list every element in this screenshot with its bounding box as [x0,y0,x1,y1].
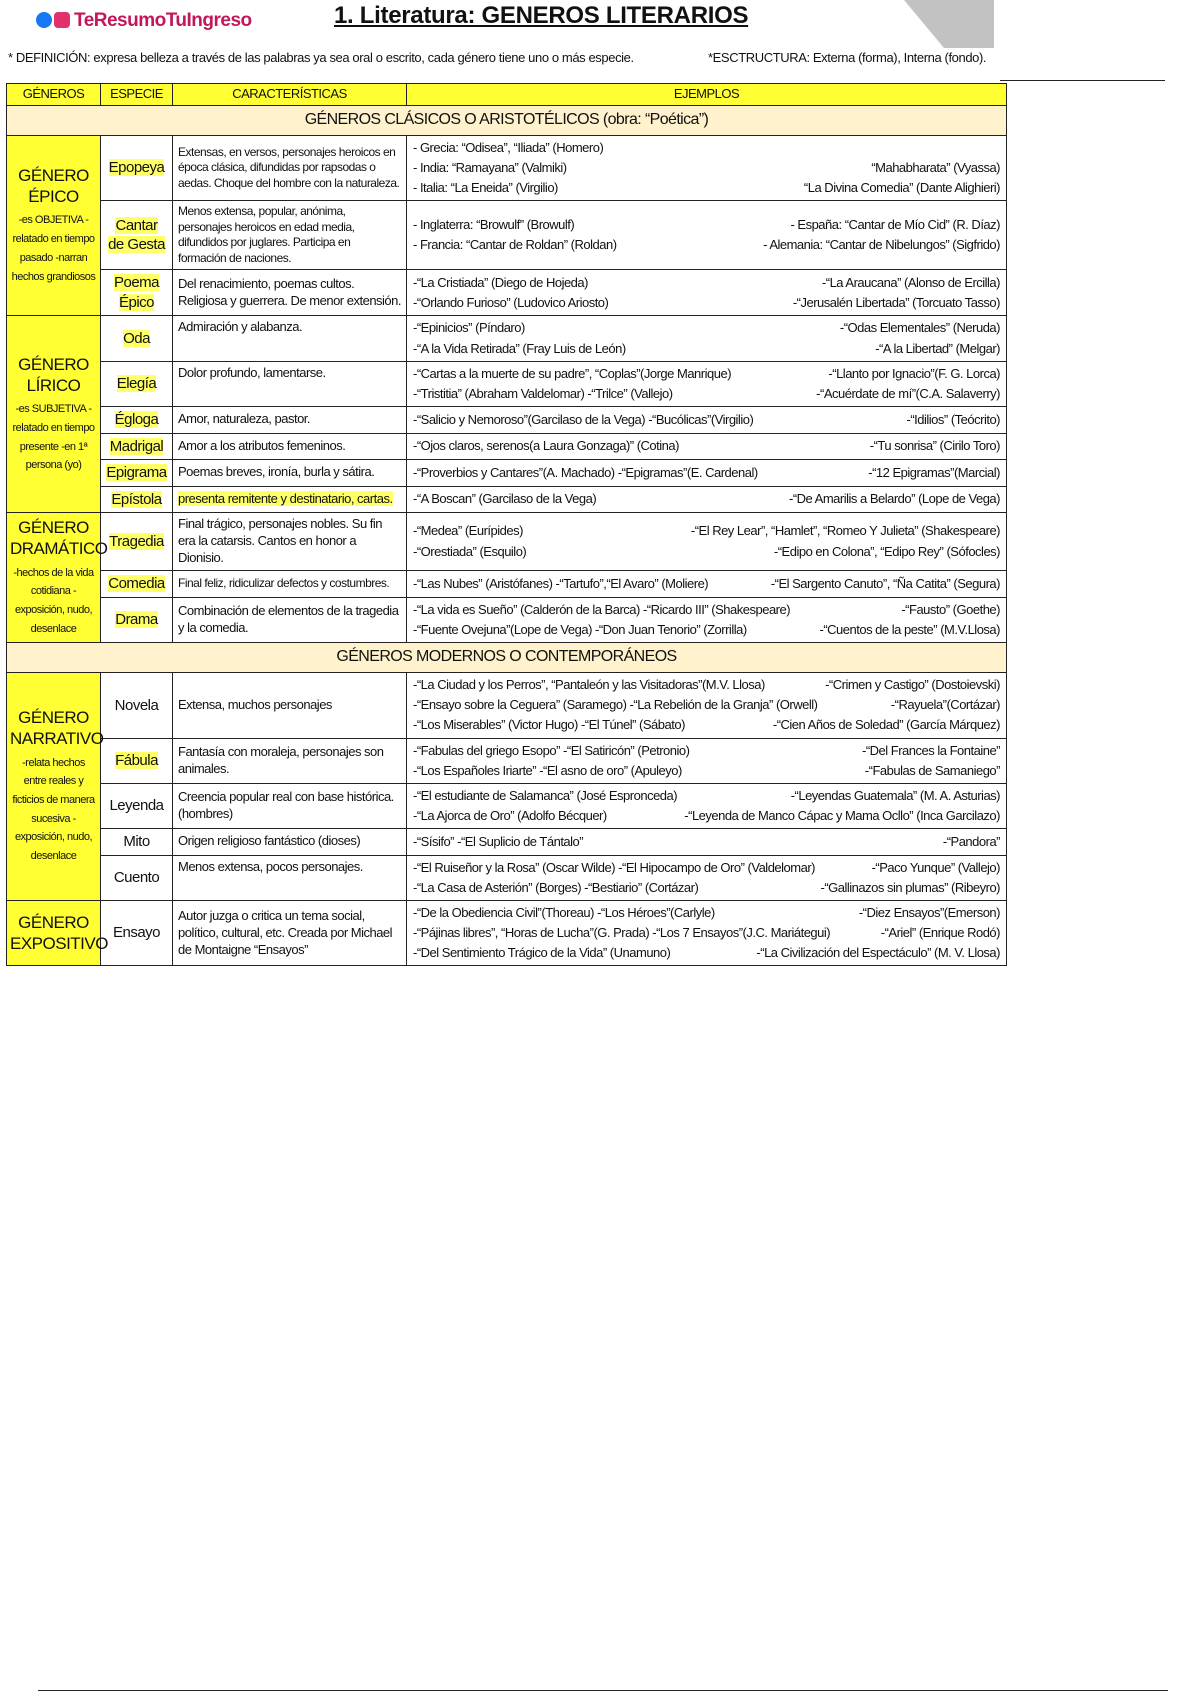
example-right: -“Cien Años de Soledad” (García Márquez) [772,717,1000,733]
example-line [413,761,1000,781]
example-right: -“Edipo en Colona”, “Edipo Rey” (Sófocles) [773,543,1000,559]
example-left: -“El Ruiseñor y la Rosa” (Oscar Wilde) -“El Hipocampo de Oro” (Valdelomar) [413,859,815,875]
characteristics-cell: Extensas, en versos, personajes heroicos en época clásica, difundidas por rapsodas o aedas. Choque del hombre con la naturaleza. [173,135,407,200]
examples-cell [407,513,1007,571]
example-line [413,235,1000,255]
example-left: - Francia: “Cantar de Roldan” (Roldan) [413,237,617,253]
table-row [7,486,1007,513]
example-line [413,273,1000,293]
example-right: “Mahabharata” (Vyassa) [871,159,1000,175]
example-line [413,158,1000,178]
example-left: -“La vida es Sueño” (Calderón de la Barca) -“Ricardo III” (Shakespeare) [413,601,791,617]
table-row [7,829,1007,856]
genre-cell: GÉNERO LÍRICO -es SUBJETIVA -relatado en tiempo presente -en 1ª persona (yo) [7,316,101,513]
example-right: -“Paco Yunque” (Vallejo) [871,859,1000,875]
characteristics-cell: Fantasía con moraleja, personajes son animales. [173,738,407,783]
species-cell: Novela [101,673,173,738]
example-line [413,715,1000,735]
characteristics-cell: Autor juzga o critica un tema social, político, cultural, etc. Creada por Michael de Montaigne “Ensayos” [173,900,407,965]
example-right: -“Ariel” (Enrique Rodó) [880,925,1000,940]
species-cell: Fábula [101,738,173,783]
example-left: -“Epinicios” (Píndaro) [413,320,525,336]
example-right: -“Idilios” (Teócrito) [906,411,1000,427]
species-cell: Cantar de Gesta [101,201,173,270]
example-left: -“A Boscan” (Garcilaso de la Vega) [413,491,597,507]
col-header: EJEMPLOS [407,84,1007,106]
example-line [413,806,1000,826]
table-row [7,513,1007,571]
table-row [7,407,1007,434]
section-title: GÉNEROS CLÁSICOS O ARISTOTÉLICOS (obra: “Poética”) [7,105,1007,135]
examples-cell [407,460,1007,487]
example-left: -“Los Miserables” (Victor Hugo) -“El Túnel” (Sábato) [413,717,685,733]
genre-desc: -relata hechos entre reales y ficticios de manera sucesiva -exposición, nudo, desenlace [12,756,95,863]
species-cell: Ensayo [101,900,173,965]
characteristics-cell: Amor, naturaleza, pastor. [173,407,407,434]
example-line [413,600,1000,620]
brand[interactable] [36,10,252,32]
example-right: -“Leyenda de Manco Cápac y Mama Ocllo” (Inca Garcilazo) [684,807,1000,823]
characteristics-cell: Dolor profundo, lamentarse. [173,361,407,406]
example-left: -“Orestiada” (Esquilo) [413,543,527,559]
example-line [413,786,1000,806]
example-line [413,364,1000,384]
example-right: -“Fausto” (Goethe) [901,601,1000,617]
example-left: - Italia: “La Eneida” (Virgilio) [413,179,558,195]
example-line [413,215,1000,235]
example-line [413,436,1000,456]
example-left: - Grecia: “Odisea”, “Iliada” (Homero) [413,139,604,155]
table-row [7,571,1007,598]
genre-cell: GÉNERO EXPOSITIVO [7,900,101,965]
table-header [7,84,1007,106]
page-title: 1. Literatura: GENEROS LITERARIOS [334,2,749,29]
species-cell: Mito [101,829,173,856]
example-right: - Alemania: “Cantar de Nibelungos” (Sigfrido) [763,237,1000,253]
example-line [413,542,1000,562]
examples-cell [407,673,1007,738]
example-left: -“Las Nubes” (Aristófanes) -“Tartufo”,“El Avaro” (Moliere) [413,575,709,591]
examples-cell [407,486,1007,513]
species-cell: Epopeya [101,135,173,200]
example-line [413,695,1000,715]
example-right: -“La Civilización del Espectáculo” (M. V. Llosa) [756,945,1000,961]
characteristics-cell: presenta remitente y destinatario, cartas. [173,486,407,513]
table-row [7,270,1007,316]
genre-cell: GÉNERO NARRATIVO -relata hechos entre reales y ficticios de manera sucesiva -exposición, nudo, desenlace [7,673,101,901]
table-row [7,738,1007,783]
example-line [413,410,1000,430]
col-header: ESPECIE [101,84,173,106]
table-row [7,316,1007,361]
example-left: - Inglaterra: “Browulf” (Browulf) [413,217,575,233]
species-cell: Poema Épico [101,270,173,316]
genre-desc: -hechos de la vida cotidiana -exposición, nudo, desenlace [13,566,94,635]
characteristics-cell: Extensa, muchos personajes [173,673,407,738]
example-line [413,384,1000,404]
example-left: -“Tristitia” (Abraham Valdelomar) -“Trilce” (Vallejo) [413,385,673,401]
example-right: -“Gallinazos sin plumas” (Ribeyro) [820,879,1000,895]
species-cell: Drama [101,597,173,643]
characteristics-cell: Final trágico, personajes nobles. Su fin era la catarsis. Cantos en honor a Dionisio. [173,513,407,571]
example-left: -“Sísifo” -“El Suplicio de Tántalo” [413,833,584,849]
example-left: -“Ensayo sobre la Ceguera” (Saramego) -“La Rebelión de la Granja” (Orwell) [413,697,818,713]
divider [1000,80,1165,81]
example-right: -“El Rey Lear”, “Hamlet”, “Romeo Y Julieta” (Shakespeare) [690,523,1000,539]
genre-desc: -es SUBJETIVA -relatado en tiempo presente -en 1ª persona (yo) [12,403,95,472]
example-left: - India: “Ramayana” (Valmiki) [413,159,567,175]
example-right: -“Tu sonrisa” (Cirilo Toro) [869,438,1000,454]
example-right: -“Llanto por Ignacio”(F. G. Lorca) [828,365,1000,381]
example-right: -“Rayuela”(Cortázar) [890,697,1000,713]
example-line [413,675,1000,695]
example-line [413,878,1000,898]
example-line [413,318,1000,338]
examples-cell [407,201,1007,270]
example-left: -“Los Españoles Iriarte” -“El asno de oro” (Apuleyo) [413,762,682,778]
footer-divider [38,1690,1168,1691]
species-cell: Epístola [101,486,173,513]
example-line [413,574,1000,594]
example-right: -“Cuentos de la peste” (M.V.Llosa) [819,622,1000,637]
genre-name: GÉNERO [18,165,89,185]
example-left: -“El estudiante de Salamanca” (José Espronceda) [413,787,678,803]
example-line [413,339,1000,359]
example-line [413,620,1000,640]
examples-cell [407,783,1007,828]
watermark-logo [874,0,994,48]
genres-table [6,83,1007,966]
example-left: -“La Ciudad y los Perros”, “Pantaleón y las Visitadoras”(M.V. Llosa) [413,677,765,693]
example-right: -“Acuérdate de mí”(C.A. Salaverry) [816,385,1000,401]
example-right: -“Pandora” [942,833,1000,849]
example-right: -“Jerusalén Libertada” (Torcuato Tasso) [792,294,1000,310]
characteristics-cell: Amor a los atributos femeninos. [173,433,407,460]
examples-cell [407,407,1007,434]
species-cell: Epigrama [101,460,173,487]
example-left: -“Cartas a la muerte de su padre”, “Coplas”(Jorge Manrique) [413,365,732,381]
examples-cell [407,361,1007,406]
brand-name: TeResumoTuIngreso [74,10,252,31]
example-left: -“Del Sentimiento Trágico de la Vida” (Unamuno) [413,945,671,961]
example-line [413,463,1000,483]
example-right: “La Divina Comedia” (Dante Alighieri) [803,179,1000,195]
example-left: -“La Cristiada” (Diego de Hojeda) [413,274,588,290]
examples-cell [407,433,1007,460]
examples-cell [407,571,1007,598]
example-left: -“Salicio y Nemoroso”(Garcilaso de la Vega) -“Bucólicas”(Virgilio) [413,411,754,427]
table-row [7,900,1007,965]
definition-text: * DEFINICIÓN: expresa belleza a través de las palabras ya sea oral o escrito, cada género tiene uno o más especie. [8,50,634,65]
structure-text: *ESCTRUCTURA: Externa (forma), Interna (fondo). [708,50,987,65]
table-row [7,361,1007,406]
example-line [413,293,1000,313]
species-cell: Comedia [101,571,173,598]
example-left: -“Fabulas del griego Esopo” -“El Satiricón” (Petronio) [413,742,690,758]
example-left: -“La Casa de Asterión” (Borges) -“Bestiario” (Cortázar) [413,879,699,895]
section-title: GÉNEROS MODERNOS O CONTEMPORÁNEOS [7,643,1007,673]
example-right: -“Crimen y Castigo” (Dostoievski) [825,677,1000,693]
species-cell: Tragedia [101,513,173,571]
example-right: -“Fabulas de Samaniego” [864,762,1000,778]
characteristics-cell: Origen religioso fantástico (dioses) [173,829,407,856]
table-row [7,855,1007,900]
genre-name: ÉPICO [28,187,79,207]
example-left: -“Orlando Furioso” (Ludovico Ariosto) [413,294,609,310]
example-line [413,741,1000,761]
definition-line [8,50,1168,65]
table-row [7,783,1007,828]
genre-cell [7,135,101,316]
example-right: -“Leyendas Guatemala” (M. A. Asturias) [790,787,1000,803]
example-line [413,858,1000,878]
species-cell: Madrigal [101,433,173,460]
characteristics-cell: Combinación de elementos de la tragedia y la comedia. [173,597,407,643]
facebook-icon [36,12,52,28]
examples-cell [407,135,1007,200]
characteristics-cell: Poemas breves, ironía, burla y sátira. [173,460,407,487]
examples-cell [407,855,1007,900]
characteristics-cell: Admiración y alabanza. [173,316,407,361]
example-right: -“El Sargento Canuto”, “Ña Catita” (Segura) [770,575,1000,591]
example-line [413,832,1000,852]
examples-cell [407,316,1007,361]
example-line [413,178,1000,198]
species-cell: Leyenda [101,783,173,828]
table-row [7,135,1007,200]
species-cell: Elegía [101,361,173,406]
examples-cell [407,597,1007,643]
example-line [413,943,1000,963]
examples-cell [407,738,1007,783]
example-left: -“La Ajorca de Oro” (Adolfo Bécquer) [413,807,607,823]
species-cell: Oda [101,316,173,361]
species-cell: Égloga [101,407,173,434]
table-row [7,673,1007,738]
table-row [7,433,1007,460]
example-left: -“Proverbios y Cantares”(A. Machado) -“Epigramas”(E. Cardenal) [413,464,758,480]
characteristics-cell: Creencia popular real con base histórica. (hombres) [173,783,407,828]
col-header: CARACTERÍSTICAS [173,84,407,106]
genre-desc: -es OBJETIVA -relatado en tiempo pasado -narran hechos grandiosos [11,214,96,283]
example-right: -“De Amarilis a Belardo” (Lope de Vega) [788,491,1000,507]
table-row [7,597,1007,643]
example-left: -“Pájinas libres”, “Horas de Lucha”(G. Prada) -“Los 7 Ensayos”(J.C. Mariátegui) [413,925,831,940]
col-header: GÉNEROS [7,84,101,106]
example-line [413,489,1000,509]
example-left: -“A la Vida Retirada” (Fray Luis de León) [413,340,626,356]
genre-cell: GÉNERO DRAMÁTICO -hechos de la vida cotidiana -exposición, nudo, desenlace [7,513,101,643]
example-left: -“Fuente Ovejuna”(Lope de Vega) -“Don Juan Tenorio” (Zorrilla) [413,622,747,637]
characteristics-cell: Del renacimiento, poemas cultos. Religiosa y guerrera. De menor extensión. [173,270,407,316]
example-right: -“Diez Ensayos”(Emerson) [858,904,1000,920]
characteristics-cell: Menos extensa, pocos personajes. [173,855,407,900]
example-left: -“Ojos claros, serenos(a Laura Gonzaga)” (Cotina) [413,438,679,454]
characteristics-cell: Final feliz, ridiculizar defectos y costumbres. [173,571,407,598]
page-header [6,0,1016,52]
example-right: -“La Araucana” (Alonso de Ercilla) [821,274,1000,290]
example-line [413,521,1000,541]
example-line [413,923,1000,943]
table-row [7,460,1007,487]
example-right: -“Del Frances la Fontaine” [862,742,1000,758]
example-right: -“Odas Elementales” (Neruda) [839,320,1000,336]
instagram-icon [54,12,70,28]
species-cell: Cuento [101,855,173,900]
example-line [413,903,1000,923]
example-left: -“De la Obediencia Civil”(Thoreau) -“Los Héroes”(Carlyle) [413,904,715,920]
example-line [413,138,1000,158]
example-right: -“A la Libertad” (Melgar) [875,340,1000,356]
example-right: -“12 Epigramas”(Marcial) [868,464,1000,480]
examples-cell [407,829,1007,856]
example-right: - España: “Cantar de Mío Cid” (R. Díaz) [790,217,1000,233]
table-row [7,201,1007,270]
examples-cell [407,900,1007,965]
characteristics-cell: Menos extensa, popular, anónima, personajes heroicos en edad media, difundidos por juglares. Participa en formación de naciones. [173,201,407,270]
examples-cell [407,270,1007,316]
example-left: -“Medea” (Eurípides) [413,523,523,539]
